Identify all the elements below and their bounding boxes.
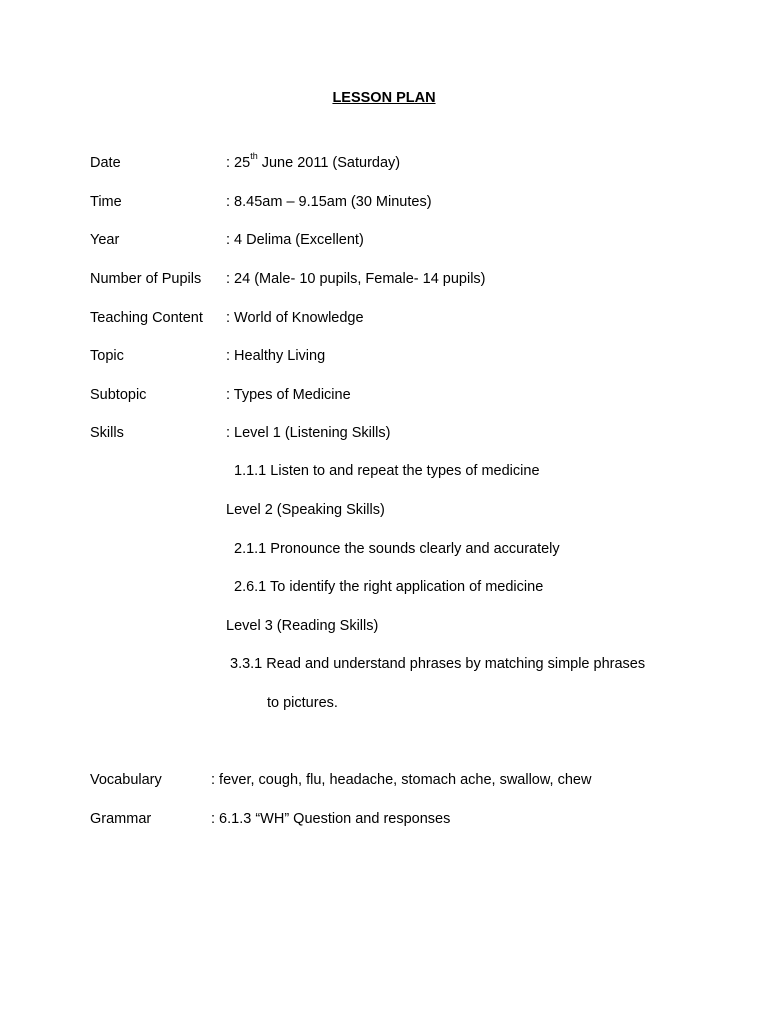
field-value: : World of Knowledge <box>226 310 364 326</box>
field-label: Skills <box>90 425 124 441</box>
field-value: : Types of Medicine <box>226 387 351 403</box>
skill-item-continuation: to pictures. <box>267 695 338 711</box>
skill-item: 1.1.1 Listen to and repeat the types of medicine <box>234 463 540 479</box>
field-label: Time <box>90 194 122 210</box>
field-value: : 8.45am – 9.15am (30 Minutes) <box>226 194 432 210</box>
skill-level-heading: Level 3 (Reading Skills) <box>226 618 379 634</box>
skill-item: 3.3.1 Read and understand phrases by matching simple phrases <box>230 656 646 672</box>
date-ordinal: th <box>250 151 258 162</box>
date-rest: June 2011 (Saturday) <box>257 155 401 171</box>
field-value: : 24 (Male- 10 pupils, Female- 14 pupils) <box>226 271 486 287</box>
skill-level-heading: Level 2 (Speaking Skills) <box>226 502 385 518</box>
field-value: : 6.1.3 “WH” Question and responses <box>211 811 451 827</box>
field-label: Topic <box>90 348 124 364</box>
skill-item: 2.1.1 Pronounce the sounds clearly and accurately <box>234 541 560 557</box>
field-label: Subtopic <box>90 387 147 403</box>
field-label: Number of Pupils <box>90 271 202 287</box>
field-value: : Healthy Living <box>226 348 326 364</box>
date-day: : 25 <box>226 155 251 171</box>
field-label: Vocabulary <box>90 772 162 788</box>
field-value: : Level 1 (Listening Skills) <box>226 425 391 441</box>
field-value: : fever, cough, flu, headache, stomach ache, swallow, chew <box>211 772 592 788</box>
field-value <box>226 153 400 173</box>
field-label: Date <box>90 155 121 171</box>
field-value: : 4 Delima (Excellent) <box>226 232 364 248</box>
field-label: Teaching Content <box>90 310 203 326</box>
skill-item: 2.6.1 To identify the right application of medicine <box>234 579 544 595</box>
field-label: Year <box>90 232 120 248</box>
field-label: Grammar <box>90 811 152 827</box>
document-title: LESSON PLAN <box>332 90 436 106</box>
